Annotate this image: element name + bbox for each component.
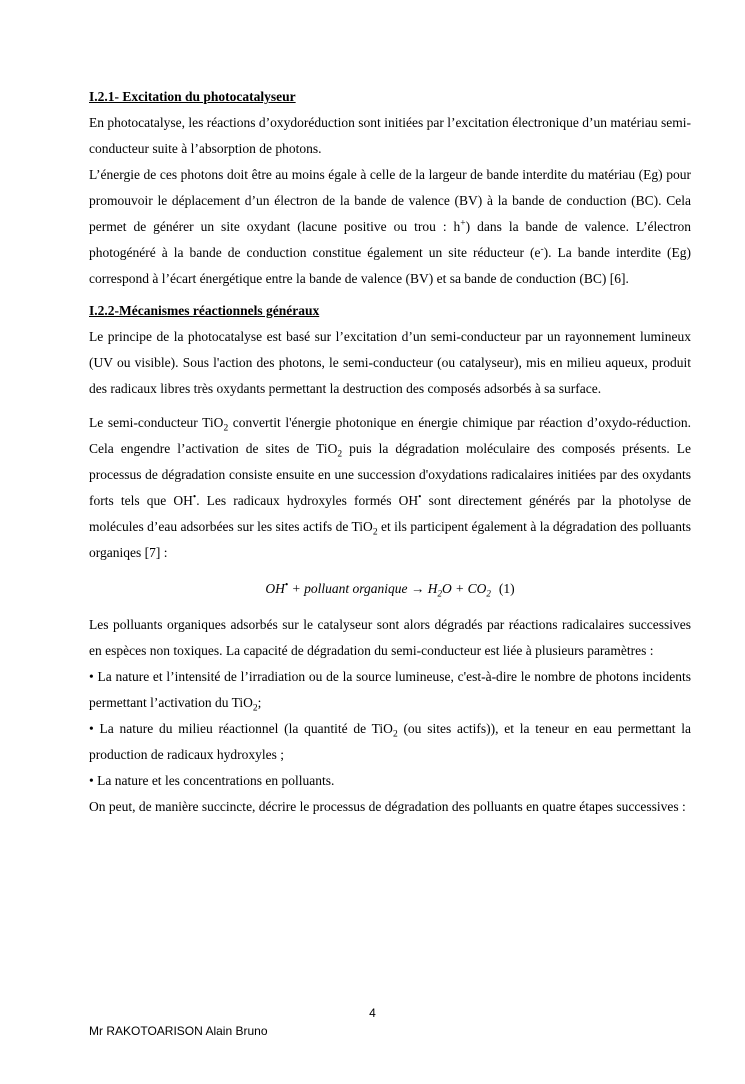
list-item: • La nature et les concentrations en polluants. [89, 773, 335, 788]
paragraph: En photocatalyse, les réactions d’oxydoréduction sont initiées par l’excitation électronique d’un matériau semi-conducteur suite à l’absorption de photons. [89, 115, 691, 156]
list-item: • La nature et l’intensité de l’irradiation ou de la source lumineuse, c'est-à-dire le nombre de photons incidents permettant l’activation du TiO$_2$; [89, 669, 691, 714]
paragraph: L’énergie de ces photons doit être au moins égale à celle de la largeur de bande interdite du matériau (Eg) pour promouvoir le déplacement d’un électron de la bande de valence (BV) à la bande de conduction (BC). Cela permet de générer un site oxydant (lacune positive ou trou : h+) dans la bande de valence. L’électron photogénéré à la bande de conduction constitue également un site réducteur (e-). La bande interdite (Eg) correspond à l’écart énergétique entre la bande de valence (BV) et sa bande de conduction (BC) [6]. [89, 167, 691, 286]
paragraph: Le semi-conducteur TiO$_2$ convertit l'énergie photonique en énergie chimique par réaction d’oxydo-réduction. Cela engendre l’activation de sites de TiO$_2$ puis la dégradation moléculaire des composés présents. Le processus de dégradation consiste ensuite en une succession d'oxydations radicalaires initiées par des oxydants forts tels que OH•. Les radicaux hydroxyles formés OH• sont directement générés par la photolyse de molécules d’eau adsorbées sur les sites actifs de TiO$_2$ et ils participent également à la dégradation des polluants organiqes [7] : [89, 415, 691, 560]
section-heading-excitation: I.2.1- Excitation du photocatalyseur [89, 89, 296, 104]
paragraph: Les polluants organiques adsorbés sur le catalyseur sont alors dégradés par réactions radicalaires successives en espèces non toxiques. La capacité de dégradation du semi-conducteur est liée à plusieurs paramètres : [89, 617, 691, 658]
paragraph: Le principe de la photocatalyse est basé sur l’excitation d’un semi-conducteur par un rayonnement lumineux (UV ou visible). Sous l'action des photons, le semi-conducteur (ou catalyseur), mis en milieu aqueux, produit des radicaux libres très oxydants permettant la destruction des composés adsorbés à sa surface. [89, 329, 691, 396]
document-body [89, 84, 691, 820]
footer-author: Mr RAKOTOARISON Alain Bruno [89, 1024, 268, 1038]
page-number: 4 [369, 1006, 376, 1020]
equation-1: OH• + polluant organique → $H_2O + CO_2$ (1) [265, 580, 515, 599]
paragraph: On peut, de manière succincte, décrire le processus de dégradation des polluants en quatre étapes successives : [89, 799, 686, 814]
section-heading-mecanismes: I.2.2-Mécanismes réactionnels généraux [89, 303, 320, 318]
list-item: • La nature du milieu réactionnel (la quantité de TiO$_2$ (ou sites actifs)), et la teneur en eau permettant la production de radicaux hydroxyles ; [89, 721, 691, 762]
